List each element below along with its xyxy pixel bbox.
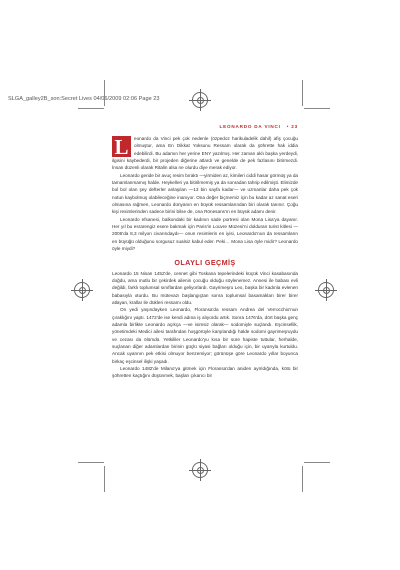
print-slug-line: SLGA_galley2B_son:Secret Lives 04/06/2009 02:06 Page 23 — [8, 96, 160, 102]
crop-mark — [304, 462, 330, 463]
section-paragraph-2: On yedi yaşındayken Leonardo, Floransa'da ressam Andrea del Verrocchio'nun çıraklığını yaptı. 1472'de ise kendi adına iş alıyordu artık. Sonra 1476'da, dört başka genç adamla birlikte Leonardo açıkça —ve isimsiz olarak— sodomiyle suçlandı. Eşcinsellik, yönetimdeki Medici ailesi tarafından hoşgörüyle karşılandığı halde sodomi gayrimeşruydu ve cezası da ölümdü. Yetkililer Leonardo'yu kısa bir süre hapiste tuttular, herhalde, suçlanan diğer adamlardan birinin güçlü siyasi bağları olduğu için, bir uyarıyla kurtuldu. Ancak uyarının pek etkisi olmuyor benzemiyor; görünüşe göre Leonardo yıllar boyunca birkaç eşcinsel ilişki yaşadı. — [112, 307, 298, 364]
crop-mark — [302, 466, 303, 492]
page-number: • 23 — [286, 124, 298, 129]
intro-paragraph-1: eonardo da Vinci pek çok nedenle (özpedoz harikuladelik dahil) afiş çocuğu olmuştur, ama En Dikkat Yoksunu Ressam olarak da şöhrette hak iddia edebilirdi. Bu adamın her yerine ENY yazılmış. Her zaman aklı başka yerdeydi, ilgisini kaybederdi, bir projeden diğerine atlardı ve genelde de pek fazlasını bitirmezdi. İnsan düzenli olarak Ritalin alsa ne olurdu diye merak ediyor. — [112, 136, 298, 171]
section-paragraph-3: Leonardo 1482'de Milano'ya gitmek için Floransa'dan aniden ayrıldığında, kötü bir şöhretten kaçtığını düşünmek, başları çıkarıcı bir — [112, 365, 298, 379]
section-title: OLAYLI GEÇMİŞ — [174, 257, 236, 267]
crop-mark — [78, 108, 104, 109]
running-head-title: LEONARDO DA VINCI — [219, 124, 281, 129]
crop-mark — [78, 462, 104, 463]
intro-paragraph-2: Leonardo geride bir avuç resim bıraktı —yirmiden az, kimileri ciddi hasar görmüş ya da tamamlanmamış halde. Heykelleri ya bitirilmemiş ya da sonradan tahrip edilmişti. Elimizde bol bol olan şey defterler anlaşılan —13 bin sayfa kadar— ve uzmanlar daha pek çok notun kaybolmuş olabileceğine inanıyor. Ona değer biçmemiz için bu kadar az sanat eseri olmasına rağmen, Leonardo dünyanın en büyük ressamlarından biri olarak tanınır. Çoğu kişi resimlerinden sadece birini bilse de, ona Rönesans'ın en büyük adamı denir. — [112, 172, 298, 215]
section-paragraph-1: Leonardo 15 Nisan 1452'de, cennet gibi Toskana tepelerindeki küçük Vinci kasabasında doğdu, ama mutlu bir çekirdek ailenin çocuğu olduğu söylenemez. Annesi ile babası evli değildi, farklı toplumsal sınıflardan geliyorlardı. Gayrimeşru Leo, başka bir kadınla evlenen babasıyla oturdu. Bu mütevazı başlangıçtan sonra toplumsal basamakları birer birer atlayan, krallar ile dükleri ressamı oldu. — [112, 270, 298, 305]
book-page — [112, 124, 298, 380]
running-head — [112, 124, 298, 130]
drop-cap: L — [112, 136, 131, 157]
crop-mark — [302, 80, 303, 106]
crop-mark — [304, 108, 330, 109]
registration-mark-left — [74, 282, 90, 298]
registration-mark-bottom — [192, 462, 208, 478]
crop-mark — [104, 80, 105, 106]
registration-mark-top — [192, 92, 208, 108]
intro-paragraph-3: Leonardo efsanesi, balkondaki bir kadının sade portresi olan Mona Lisa'ya dayanır. Her yıl bu esrarengiz esere bakmak için Paris'in Louvre Müzesi'ni dolduran turist kitlesi —2006'da 8,3 milyon civarındaydı— onun resimlerin en iyisi, Leonardo'nun da ressamların en büyüğü olduğunu sorgusuz sualsiz kabul eder. Peki… Mona Lisa öyle midir? Leonardo öyle miydi? — [112, 216, 298, 252]
crop-mark — [104, 466, 105, 492]
registration-mark-right — [318, 282, 334, 298]
